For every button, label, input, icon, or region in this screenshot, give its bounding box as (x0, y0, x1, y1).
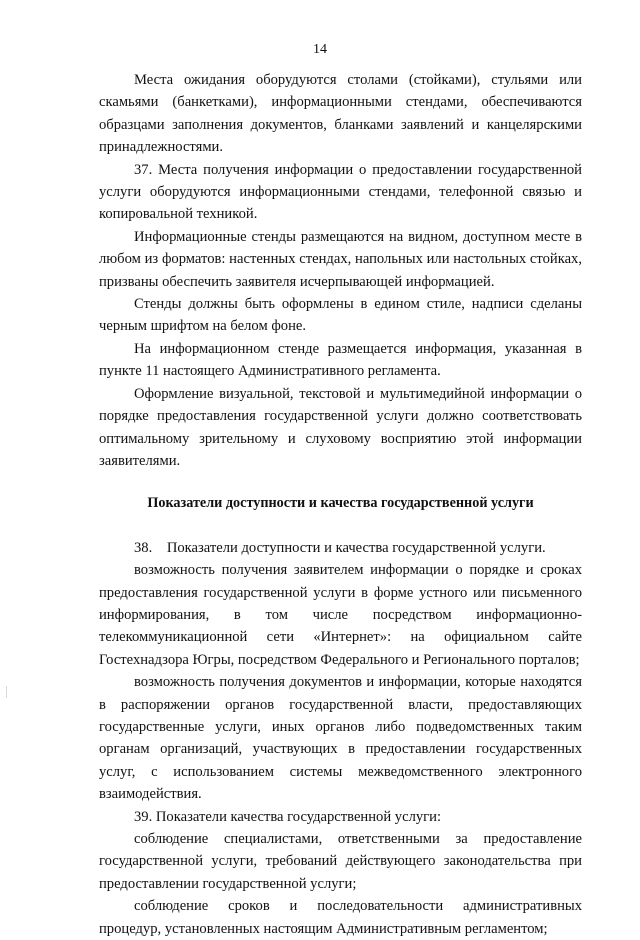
paragraph-deadlines-compliance: соблюдение сроков и последовательности административных процедур, установленных настоящим Административным регламентом; (99, 898, 582, 937)
paragraph-information-design: Оформление визуальной, текстовой и мультимедийной информации о порядке предоставления государственной услуги должно соответствовать оптимальному зрительному и слуховому восприятию этой информации заявителями. (99, 385, 582, 469)
paragraph-info-availability: возможность получения заявителем информации о порядке и сроках предоставления государственной услуги в форме устного или письменного информирования, в том числе посредством информационно-телекоммуникационной сети «Интернет»: на официальном сайте Гостехнадзора Югры, посредством Федерального и Регионального порталов; (99, 562, 582, 668)
paragraph-stand-information: На информационном стенде размещается информация, указанная в пункте 11 настоящего Административного регламента. (99, 340, 582, 380)
paragraph-legislation-compliance: соблюдение специалистами, ответственными за предоставление государственной услуги, требований действующего законодательства при предоставлении государственной услуги; (99, 831, 582, 892)
paragraph-38-indicators: 38. Показатели доступности и качества государственной услуги. (134, 539, 546, 556)
paragraph-info-stands-placement: Информационные стенды размещаются на видном, доступном месте в любом из форматов: настенных стендах, напольных или настольных стойках, призваны обеспечить заявителя исчерпывающей информацией. (99, 228, 582, 290)
paragraph-37-info-places: 37. Места получения информации о предоставлении государственной услуги оборудуются информационными стендами, телефонной связью и копировальной техникой. (99, 161, 582, 223)
section-heading: Показатели доступности и качества государственной услуги (147, 495, 534, 512)
paragraph-waiting-places: Места ожидания оборудуются столами (стойками), стульями или скамьями (банкетками), информационными стендами, обеспечиваются образцами заполнения документов, бланками заявлений и канцелярскими принадлежностями. (99, 72, 582, 156)
paragraph-stands-style: Стенды должны быть оформлены в едином стиле, надписи сделаны черным шрифтом на белом фоне. (99, 296, 582, 335)
margin-mark (6, 686, 7, 698)
page-body (99, 69, 582, 940)
page-number: 14 (313, 42, 327, 57)
paragraph-documents-availability: возможность получения документов и информации, которые находятся в распоряжении органов государственной власти, предоставляющих государственные услуги, иных органов либо подведомственных таким органам организаций, участвующих в предоставлении государственных услуг, с использованием системы межведомственного электронного взаимодействия. (99, 674, 582, 803)
paragraph-39-quality-indicators: 39. Показатели качества государственной услуги: (134, 808, 442, 825)
